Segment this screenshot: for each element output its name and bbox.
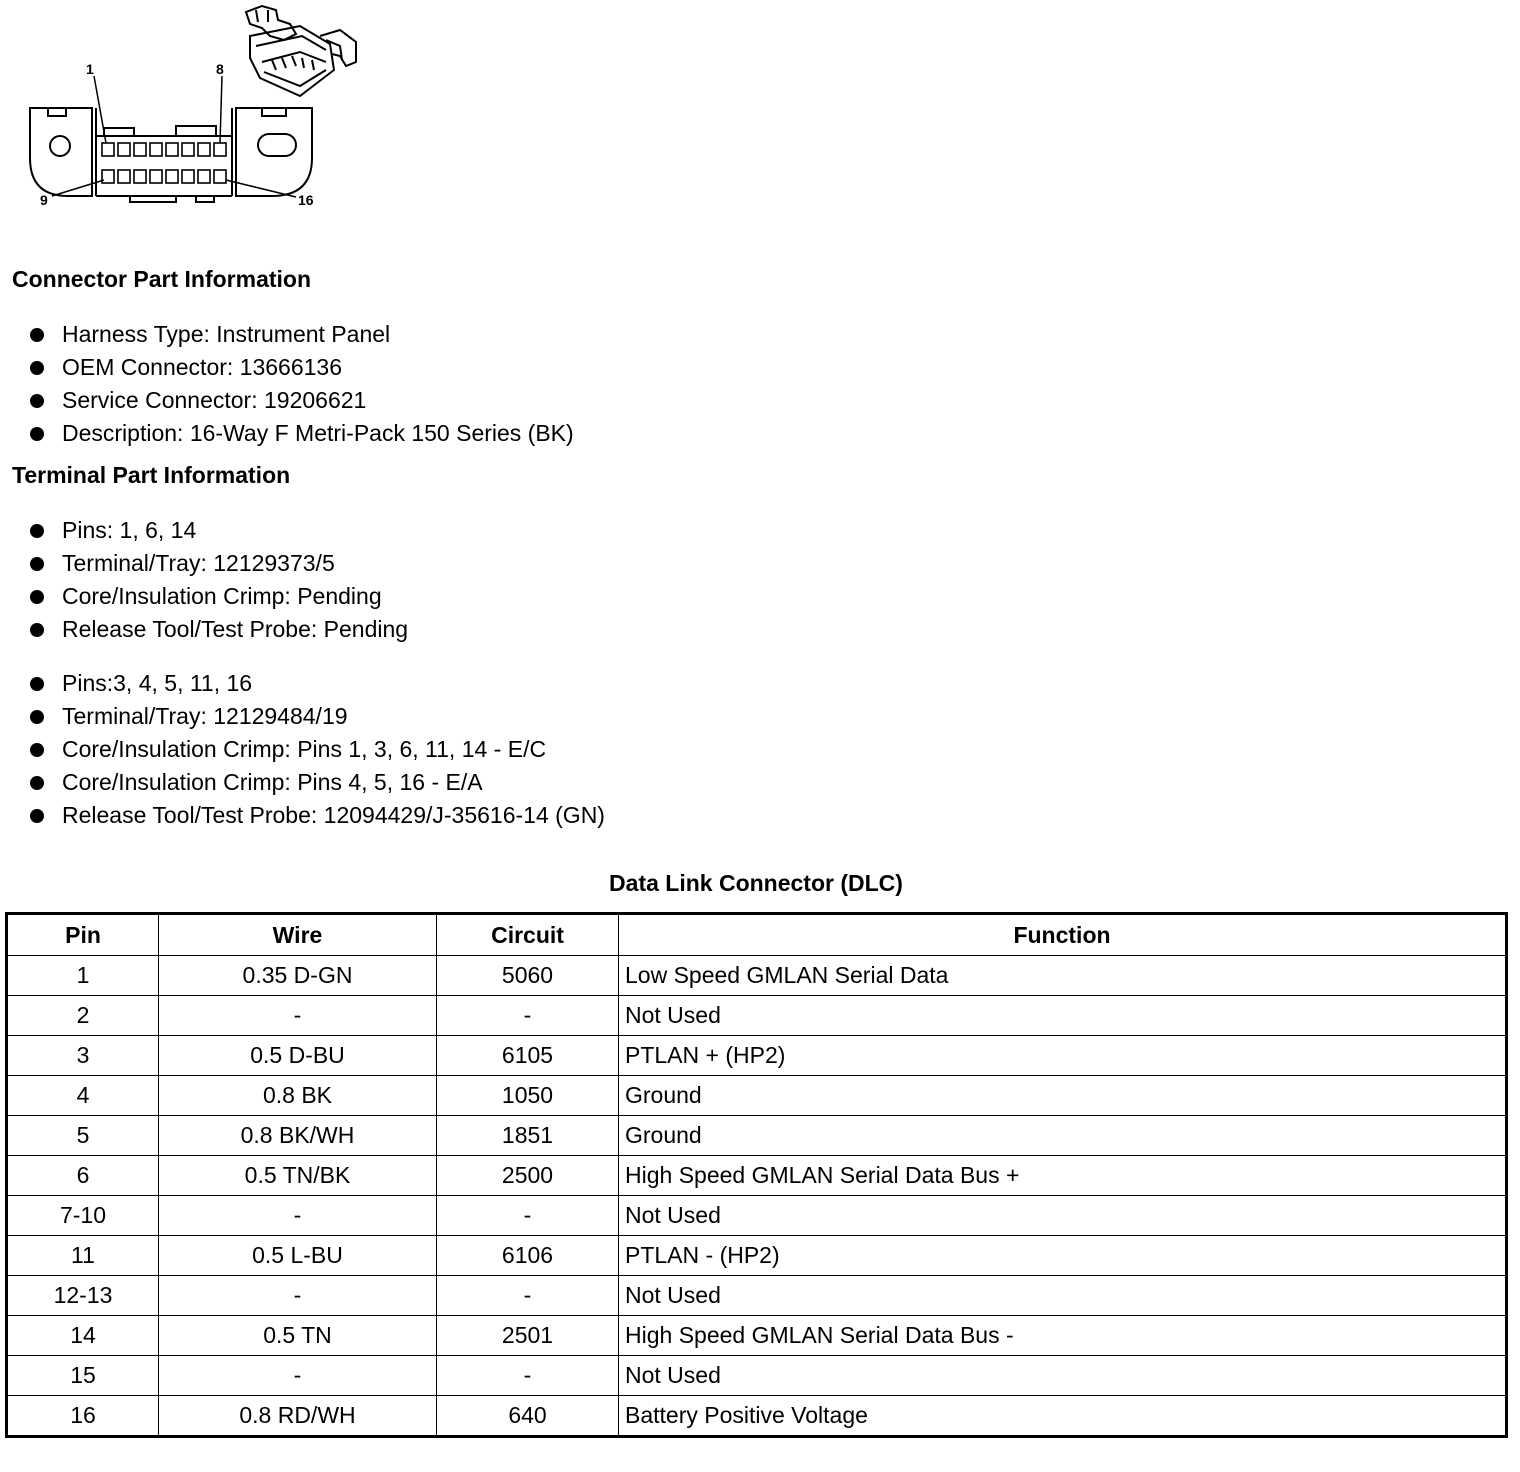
cell-pin: 16: [7, 1396, 159, 1437]
table-row: [7, 1396, 1507, 1437]
table-row: [7, 1156, 1507, 1196]
pin-label-16: 16: [298, 192, 314, 208]
table-header-row: [7, 914, 1507, 956]
cell-function: Not Used: [619, 1196, 1507, 1236]
list-item: Release Tool/Test Probe: Pending: [0, 613, 408, 646]
cell-wire: -: [159, 1276, 437, 1316]
cell-function: Not Used: [619, 1356, 1507, 1396]
cell-circuit: 5060: [437, 956, 619, 996]
table-row: [7, 1076, 1507, 1116]
cell-pin: 3: [7, 1036, 159, 1076]
table-row: [7, 1356, 1507, 1396]
column-header-circuit: Circuit: [437, 914, 619, 956]
cell-circuit: -: [437, 1356, 619, 1396]
cell-pin: 7-10: [7, 1196, 159, 1236]
cell-pin: 4: [7, 1076, 159, 1116]
list-item: Terminal/Tray: 12129373/5: [0, 547, 408, 580]
cell-function: Battery Positive Voltage: [619, 1396, 1507, 1437]
cell-function: Not Used: [619, 996, 1507, 1036]
list-item: Release Tool/Test Probe: 12094429/J-35616-14 (GN): [0, 799, 605, 832]
cell-function: PTLAN - (HP2): [619, 1236, 1507, 1276]
table-row: [7, 1116, 1507, 1156]
cell-wire: 0.5 L-BU: [159, 1236, 437, 1276]
table-row: [7, 1316, 1507, 1356]
cell-circuit: 640: [437, 1396, 619, 1437]
cell-wire: 0.8 RD/WH: [159, 1396, 437, 1437]
cell-circuit: 1050: [437, 1076, 619, 1116]
cell-pin: 5: [7, 1116, 159, 1156]
cell-wire: 0.5 D-BU: [159, 1036, 437, 1076]
column-header-wire: Wire: [159, 914, 437, 956]
cell-wire: 0.8 BK/WH: [159, 1116, 437, 1156]
table-title: Data Link Connector (DLC): [609, 870, 903, 896]
list-item: OEM Connector: 13666136: [0, 351, 574, 384]
list-item: Service Connector: 19206621: [0, 384, 574, 417]
cell-function: High Speed GMLAN Serial Data Bus -: [619, 1316, 1507, 1356]
cell-pin: 2: [7, 996, 159, 1036]
cell-circuit: 6106: [437, 1236, 619, 1276]
cell-function: High Speed GMLAN Serial Data Bus +: [619, 1156, 1507, 1196]
list-item: Description: 16-Way F Metri-Pack 150 Series (BK): [0, 417, 574, 450]
cell-wire: 0.35 D-GN: [159, 956, 437, 996]
table-row: [7, 1236, 1507, 1276]
column-header-function: Function: [619, 914, 1507, 956]
cell-wire: 0.8 BK: [159, 1076, 437, 1116]
pin-label-9: 9: [40, 192, 48, 208]
cell-circuit: 1851: [437, 1116, 619, 1156]
cell-pin: 12-13: [7, 1276, 159, 1316]
cell-circuit: 2501: [437, 1316, 619, 1356]
table-row: [7, 1196, 1507, 1236]
connector-diagram: [0, 0, 380, 220]
cell-function: Ground: [619, 1116, 1507, 1156]
cell-circuit: -: [437, 1196, 619, 1236]
pin-label-1: 1: [86, 61, 94, 77]
cell-circuit: -: [437, 1276, 619, 1316]
cell-pin: 14: [7, 1316, 159, 1356]
connector-face-outline: [30, 108, 312, 202]
cell-function: PTLAN + (HP2): [619, 1036, 1507, 1076]
cell-wire: 0.5 TN/BK: [159, 1156, 437, 1196]
terminal-part-list-1: [0, 514, 408, 646]
connector-isometric-illustration: [246, 6, 356, 96]
cell-pin: 11: [7, 1236, 159, 1276]
cell-pin: 15: [7, 1356, 159, 1396]
terminal-part-heading: Terminal Part Information: [12, 462, 291, 488]
table-row: [7, 956, 1507, 996]
cell-circuit: -: [437, 996, 619, 1036]
list-item: Pins:3, 4, 5, 11, 16: [0, 667, 605, 700]
column-header-pin: Pin: [7, 914, 159, 956]
list-item: Pins: 1, 6, 14: [0, 514, 408, 547]
cell-wire: -: [159, 1196, 437, 1236]
cell-wire: 0.5 TN: [159, 1316, 437, 1356]
cell-function: Ground: [619, 1076, 1507, 1116]
table-row: [7, 1036, 1507, 1076]
pin-label-8: 8: [216, 61, 224, 77]
list-item: Harness Type: Instrument Panel: [0, 318, 574, 351]
list-item: Core/Insulation Crimp: Pending: [0, 580, 408, 613]
list-item: Core/Insulation Crimp: Pins 4, 5, 16 - E/A: [0, 766, 605, 799]
terminal-part-list-2: [0, 667, 605, 832]
cell-pin: 6: [7, 1156, 159, 1196]
cell-wire: -: [159, 996, 437, 1036]
cell-function: Low Speed GMLAN Serial Data: [619, 956, 1507, 996]
cell-circuit: 6105: [437, 1036, 619, 1076]
cell-wire: -: [159, 1356, 437, 1396]
cell-pin: 1: [7, 956, 159, 996]
list-item: Terminal/Tray: 12129484/19: [0, 700, 605, 733]
cell-function: Not Used: [619, 1276, 1507, 1316]
table-row: [7, 996, 1507, 1036]
dlc-table: [5, 912, 1508, 1438]
table-row: [7, 1276, 1507, 1316]
list-item: Core/Insulation Crimp: Pins 1, 3, 6, 11, 14 - E/C: [0, 733, 605, 766]
cell-circuit: 2500: [437, 1156, 619, 1196]
connector-part-list: [0, 318, 574, 450]
connector-part-heading: Connector Part Information: [12, 266, 312, 292]
pin-cavities: [102, 143, 226, 183]
